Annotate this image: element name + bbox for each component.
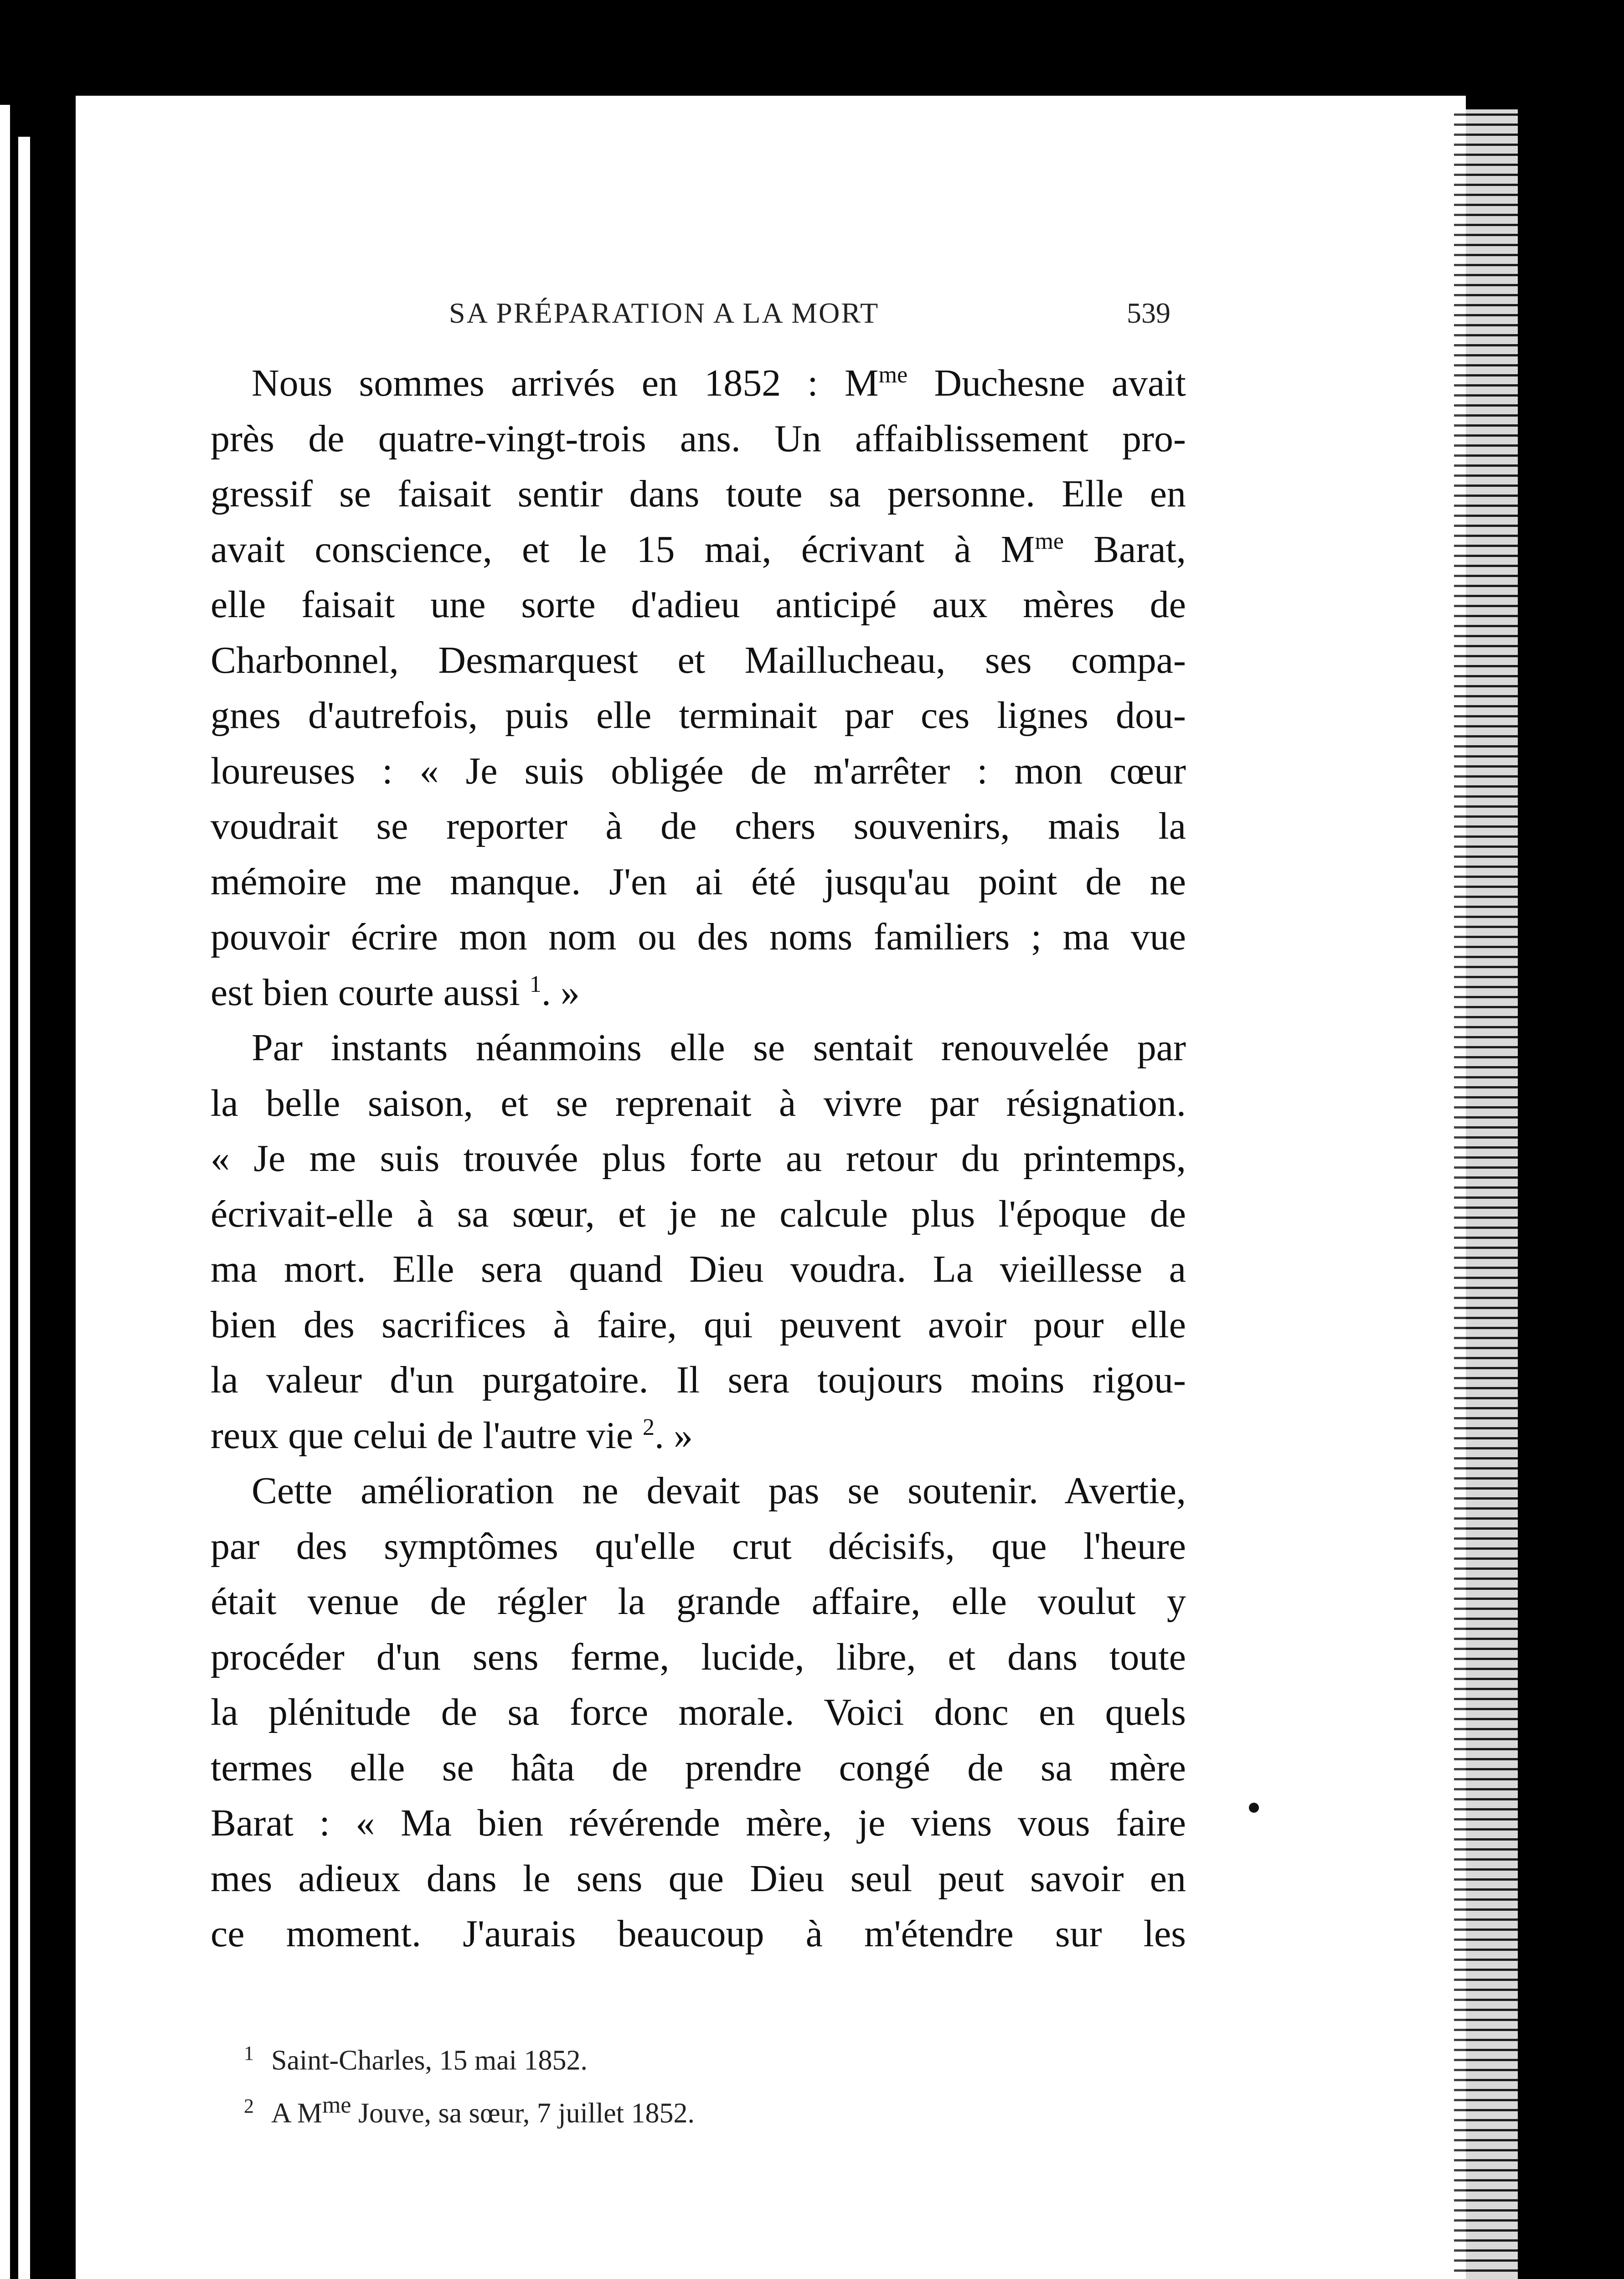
text-line: par des symptômes qu'elle crut décisifs, que l'heure: [211, 1525, 1186, 1567]
text-line: voudrait se reporter à de chers souvenirs, mais la: [211, 805, 1186, 847]
text-line: pouvoir écrire mon nom ou des noms familiers ; ma vue: [211, 916, 1186, 958]
text-line: était venue de régler la grande affaire, elle voulut y: [211, 1580, 1186, 1623]
text-line: Par instants néanmoins elle se sentait renouvelée par: [252, 1026, 1186, 1069]
page-edge-shadow: [1454, 109, 1518, 2279]
footnote-ref: 1: [529, 971, 541, 997]
text-line: elle faisait une sorte d'adieu anticipé aux mères de: [211, 583, 1186, 626]
footnote: 1 Saint-Charles, 15 mai 1852.: [244, 2042, 588, 2076]
text-line: gnes d'autrefois, puis elle terminait par ces lignes dou-: [211, 694, 1186, 737]
text-line: Cette amélioration ne devait pas se soutenir. Avertie,: [252, 1469, 1186, 1512]
text-line: la plénitude de sa force morale. Voici donc en quels: [211, 1691, 1186, 1733]
text-line: gressif se faisait sentir dans toute sa personne. Elle en: [211, 473, 1186, 515]
text-line: est bien courte aussi $^1$. »: [211, 971, 580, 1014]
running-title: SA PRÉPARATION A LA MORT: [449, 297, 880, 329]
binding-edge: [18, 137, 30, 2279]
footnotes: [244, 2031, 1110, 2136]
page-body: [211, 356, 1186, 1962]
text-line: termes elle se hâta de prendre congé de sa mère: [211, 1746, 1186, 1789]
text-line: reux que celui de l'autre vie $^2$. »: [211, 1414, 693, 1457]
text-line: Barat : « Ma bien révérende mère, je viens vous faire: [211, 1802, 1186, 1844]
text-line: avait conscience, et le 15 mai, écrivant à $M^{me}$ Barat,: [211, 528, 1186, 571]
text-line: procéder d'un sens ferme, lucide, libre, et dans toute: [211, 1635, 1186, 1678]
footnote-ref: 2: [643, 1414, 655, 1440]
text-line: Charbonnel, Desmarquest et Maillucheau, ses compa-: [211, 639, 1186, 681]
text-line: mes adieux dans le sens que Dieu seul peut savoir en: [211, 1857, 1186, 1900]
text-line: ma mort. Elle sera quand Dieu voudra. La vieillesse a: [211, 1248, 1186, 1290]
text-line: ce moment. J'aurais beaucoup à m'étendre sur les: [211, 1913, 1186, 1955]
text-line: bien des sacrifices à faire, qui peuvent avoir pour elle: [211, 1303, 1186, 1346]
text-line: « Je me suis trouvée plus forte au retour du printemps,: [211, 1137, 1186, 1180]
text-line: écrivait-elle à sa sœur, et je ne calcule plus l'époque de: [211, 1192, 1186, 1235]
text-line: loureuses : « Je suis obligée de m'arrêter : mon cœur: [211, 749, 1186, 792]
footnote: 2 A $M^{me}$ Jouve, sa sœur, 7 juillet 1852.: [244, 2092, 695, 2129]
speck-mark: [1249, 1803, 1259, 1813]
page-number: 539: [1127, 297, 1170, 329]
binding-edge: [0, 105, 10, 2279]
text-line: près de quatre-vingt-trois ans. Un affaiblissement pro-: [211, 417, 1186, 460]
text-line: la belle saison, et se reprenait à vivre par résignation.: [211, 1082, 1186, 1124]
text-line: mémoire me manque. J'en ai été jusqu'au point de ne: [211, 860, 1186, 903]
text-line: la valeur d'un purgatoire. Il sera toujours moins rigou-: [211, 1359, 1186, 1401]
text-line: Nous sommes arrivés en 1852 : $M^{me}$ Duchesne avait: [252, 362, 1186, 404]
